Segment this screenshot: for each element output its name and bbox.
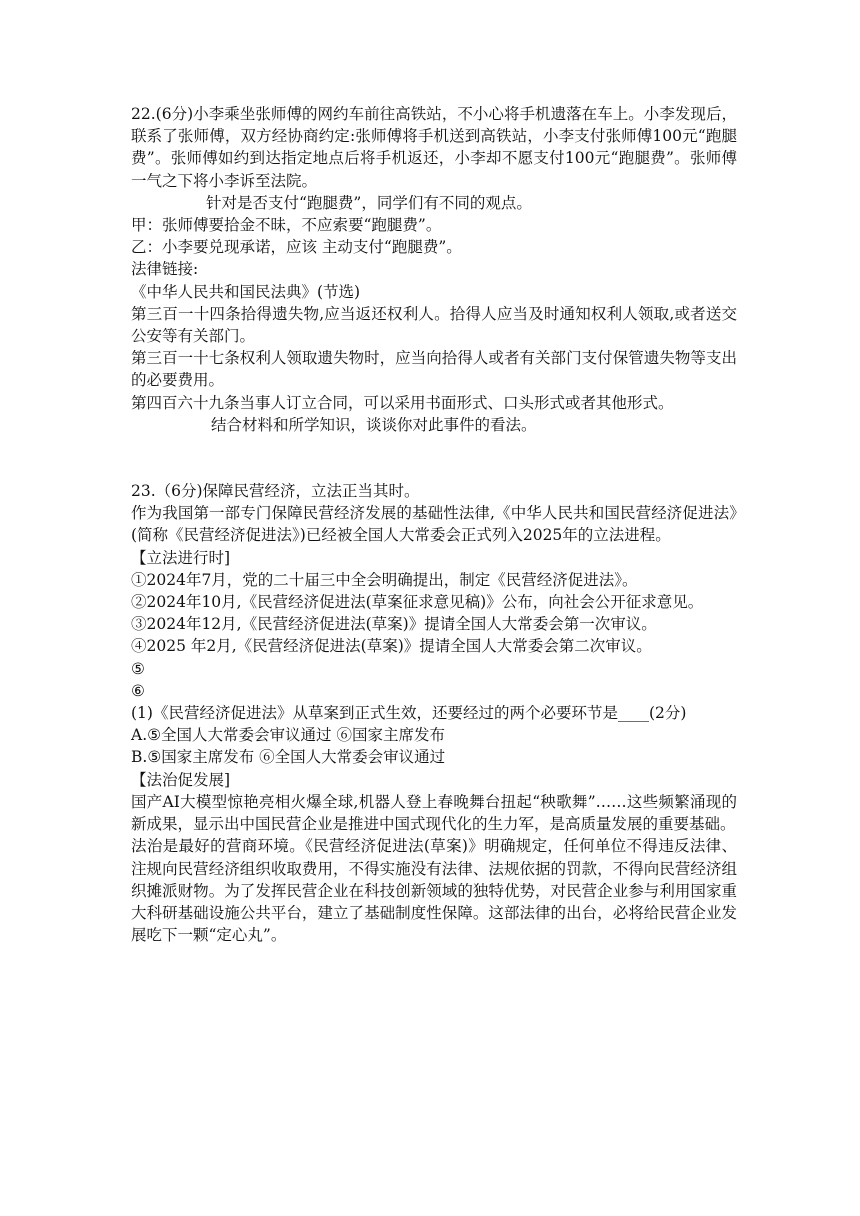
q23-para2: 法治是最好的营商环境。《民营经济促进法(草案)》明确规定，任何单位不得违反法律、注规向民营经济组织收取费用，不得实施没有法律、法规依据的罚款，不得向民营经济组织摊派财物。为了发挥民营企业在科技创新领域的独特优势，对民营企业参与利用国家重大科研基础设施公共平台，建立了基础制度性保障。这部法律的出台，必将给民营企业发展吃下一颗“定心丸”。 [131,837,737,945]
document-page [131,103,737,946]
q23-timeline-item: ①2024年7月，党的二十届三中全会明确提出，制定《民营经济促进法》。 [131,570,638,589]
q22-prompt: 针对是否支付“跑腿费”，同学们有不同的观点。 [206,193,532,212]
q23-section2-title: 【法治促发展] [131,770,231,789]
q23-timeline-item: ②2024年10月,《民营经济促进法(草案征求意见稿)》公布，向社会公开征求意见。 [131,593,704,612]
q23-timeline-item: ③2024年12月,《民营经济促进法(草案)》提请全国人大常委会第一次审议。 [131,615,657,634]
q22-law-source: 《中华人民共和国民法典》(节选) [131,282,361,301]
q23-section1-title: 【立法进行时] [131,548,231,567]
q22-article-469: 第四百六十九条当事人订立合同，可以采用书面形式、口头形式或者其他形式。 [131,393,674,412]
q23-stem: 23.（6分)保障民营经济，立法正当其时。 [131,482,420,501]
q23-sub-question: (1)《民营经济促进法》从草案到正式生效，还要经过的两个必要环节是____(2分) [131,704,687,723]
q23-option-a: A.⑤全国人大常委会审议通过 ⑥国家主席发布 [131,726,445,745]
q22-article-317: 第三百一十七条权利人领取遗失物时，应当向拾得人或者有关部门支付保管遗失物等支出的必要费用。 [131,349,737,390]
q23-intro: 作为我国第一部专门保障民营经济发展的基础性法律,《中华人民共和国民营经济促进法》(简称《民营经济促进法》)已经被全国人大常委会正式列入2025年的立法进程。 [131,504,737,545]
q22-stem: 22.(6分)小李乘坐张师傅的网约车前往高铁站，不小心将手机遗落在车上。小李发现后，联系了张师傅，双方经协商约定:张师傅将手机送到高铁站，小李支付张师傅100元“跑腿费”。张师傅如约到达指定地点后将手机返还，小李却不愿支付100元“跑腿费”。张师傅一气之下将小李诉至法院。 [131,105,737,190]
q23-timeline-item: ⑥ [131,681,145,700]
q22-article-314: 第三百一十四条拾得遗失物,应当返还权利人。拾得人应当及时通知权利人领取,或者送交公安等有关部门。 [131,304,737,346]
q23-timeline-item: ④2025 年2月,《民营经济促进法(草案)》提请全国人大常委会第二次审议。 [131,637,652,656]
section-spacer [131,436,737,480]
q23-timeline-item: ⑤ [131,659,145,678]
q23-para1: 国产AI大模型惊艳亮相火爆全球,机器人登上春晚舞台扭起“秧歌舞”……这些频繁涌现的新成果，显示出中国民营企业是推进中国式现代化的生力军，是高质量发展的重要基础。 [131,792,737,834]
q22-view-a: 甲：张师傅要拾金不昧，不应索要“跑腿费”。 [131,216,442,235]
q22-law-link-label: 法律链接: [131,260,199,279]
question-23 [131,480,737,946]
q22-view-b: 乙：小李要兑现承诺，应该 主动支付“跑腿费”。 [131,238,462,257]
q23-option-b: B.⑤国家主席发布 ⑥全国人大常委会审议通过 [131,748,446,767]
question-22 [131,103,737,436]
q22-task: 结合材料和所学知识，谈谈你对此事件的看法。 [211,415,537,434]
